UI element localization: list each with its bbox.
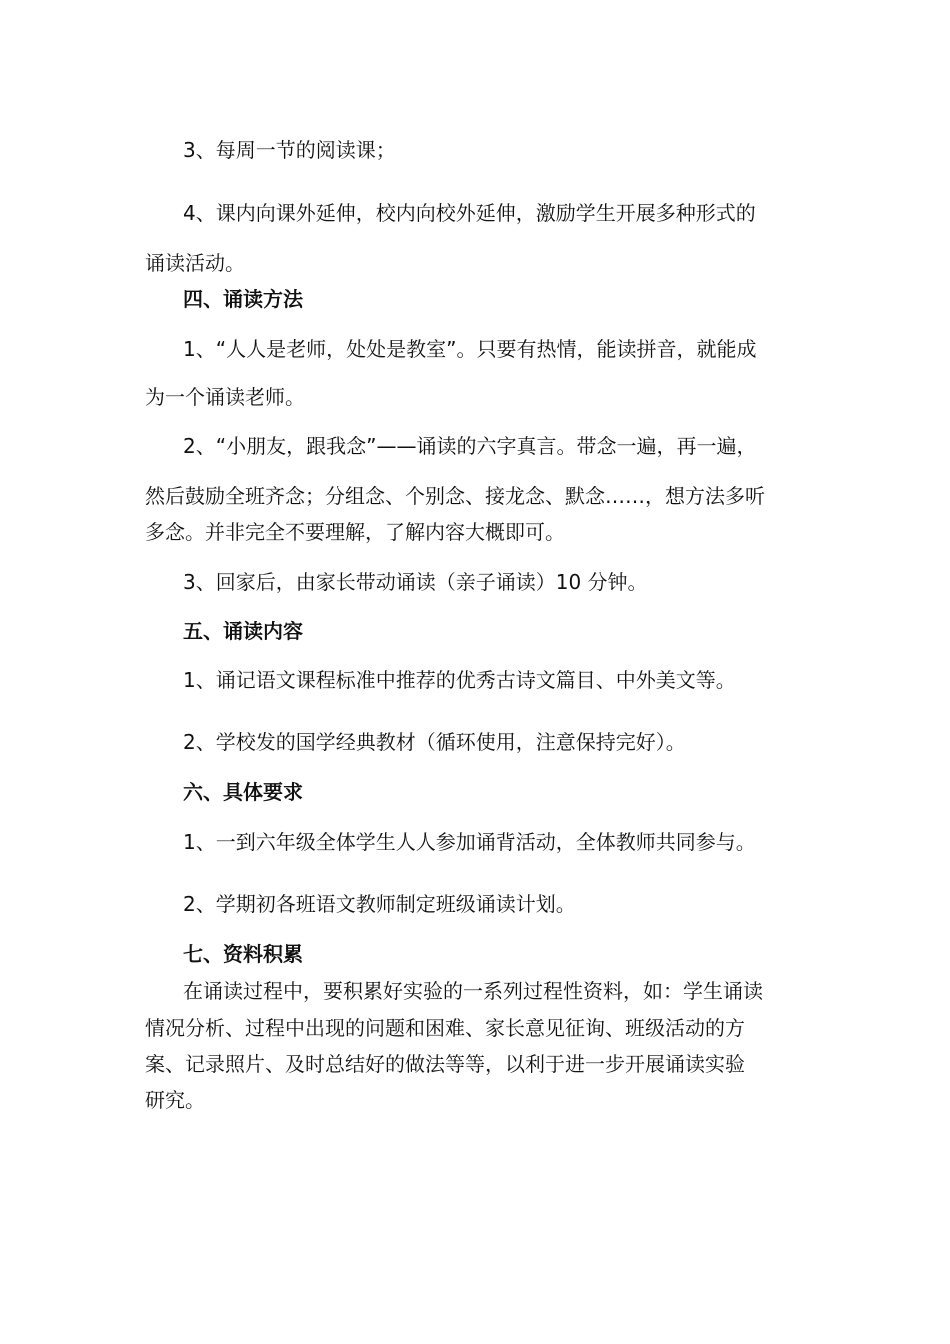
list-item: 4、课内向课外延伸，校内向校外延伸，激励学生开展多种形式的 — [183, 201, 756, 225]
paragraph-line: 情况分析、过程中出现的问题和困难、家长意见征询、班级活动的方 — [145, 1016, 745, 1040]
list-item: 2、“小朋友，跟我念”——诵读的六字真言。带念一遍，再一遍， — [183, 434, 757, 458]
section-heading: 六、具体要求 — [183, 780, 303, 804]
section-heading: 五、诵读内容 — [183, 619, 303, 643]
list-item: 3、每周一节的阅读课； — [183, 138, 396, 162]
list-item: 3、回家后，由家长带动诵读（亲子诵读）10 分钟。 — [183, 570, 648, 594]
text-line: 多念。并非完全不要理解，了解内容大概即可。 — [145, 520, 565, 544]
section-heading: 七、资料积累 — [183, 942, 303, 966]
list-item: 2、学校发的国学经典教材（循环使用，注意保持完好）。 — [183, 730, 686, 754]
text-line: 然后鼓励全班齐念；分组念、个别念、接龙念、默念……，想方法多听 — [145, 484, 765, 508]
paragraph-line: 研究。 — [145, 1088, 205, 1112]
text-line: 诵读活动。 — [145, 251, 245, 275]
text-line: 为一个诵读老师。 — [145, 385, 305, 409]
paragraph-line: 案、记录照片、及时总结好的做法等等，以利于进一步开展诵读实验 — [145, 1052, 745, 1076]
list-item: 1、诵记语文课程标准中推荐的优秀古诗文篇目、中外美文等。 — [183, 668, 736, 692]
section-heading: 四、诵读方法 — [183, 287, 303, 311]
list-item: 1、一到六年级全体学生人人参加诵背活动，全体教师共同参与。 — [183, 830, 756, 854]
list-item: 1、“人人是老师，处处是教室”。只要有热情，能读拼音，就能成 — [183, 337, 757, 361]
list-item: 2、学期初各班语文教师制定班级诵读计划。 — [183, 892, 576, 916]
paragraph-line: 在诵读过程中，要积累好实验的一系列过程性资料，如：学生诵读 — [183, 979, 763, 1003]
